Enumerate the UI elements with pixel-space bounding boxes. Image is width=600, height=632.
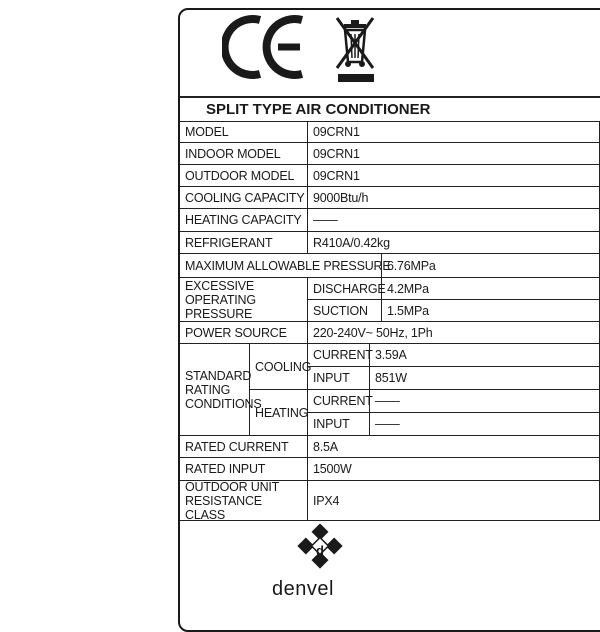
brand-logo-letter: d (316, 543, 324, 558)
cooling-capacity-key: COOLING CAPACITY (180, 187, 308, 209)
discharge-value: 4.2MPa (382, 278, 600, 300)
heating-input-value: —— (370, 413, 600, 436)
resistance-class-value: IPX4 (308, 481, 600, 521)
max-pressure-value: 6.76MPa (382, 254, 600, 278)
brand-name: denvel (272, 578, 334, 600)
suction-label: SUCTION (308, 300, 382, 322)
heating-group-label: HEATING (250, 390, 308, 436)
rated-input-key: RATED INPUT (180, 458, 308, 481)
cooling-capacity-value: 9000Btu/h (308, 187, 600, 209)
indoor-model-value: 09CRN1 (308, 143, 600, 165)
model-value: 09CRN1 (308, 122, 600, 143)
cooling-current-label: CURRENT (308, 344, 370, 367)
heating-capacity-key: HEATING CAPACITY (180, 209, 308, 232)
discharge-label: DISCHARGE (308, 278, 382, 300)
refrigerant-key: REFRIGERANT (180, 232, 308, 254)
cooling-input-value: 851W (370, 367, 600, 390)
heating-current-label: CURRENT (308, 390, 370, 413)
power-source-key: POWER SOURCE (180, 322, 308, 344)
indoor-model-key: INDOOR MODEL (180, 143, 308, 165)
cooling-current-value: 3.59A (370, 344, 600, 367)
suction-value: 1.5MPa (382, 300, 600, 322)
outdoor-model-key: OUTDOOR MODEL (180, 165, 308, 187)
heating-input-label: INPUT (308, 413, 370, 436)
rated-current-value: 8.5A (308, 436, 600, 458)
label-title: SPLIT TYPE AIR CONDITIONER (180, 96, 600, 122)
rated-input-value: 1500W (308, 458, 600, 481)
ce-mark-icon (222, 12, 312, 82)
outdoor-model-value: 09CRN1 (308, 165, 600, 187)
rated-current-key: RATED CURRENT (180, 436, 308, 458)
power-source-value: 220-240V~ 50Hz, 1Ph (308, 322, 600, 344)
refrigerant-value: R410A/0.42kg (308, 232, 600, 254)
cooling-input-label: INPUT (308, 367, 370, 390)
weee-crossed-bin-icon (334, 14, 378, 84)
max-pressure-key: MAXIMUM ALLOWABLE PRESSURE (180, 254, 382, 278)
model-key: MODEL (180, 122, 308, 143)
cooling-group-label: COOLING (250, 344, 308, 390)
standard-rating-key: STANDARD RATING CONDITIONS (180, 344, 250, 436)
resistance-class-key: OUTDOOR UNIT RESISTANCE CLASS (180, 481, 308, 521)
excessive-pressure-key: EXCESSIVE OPERATING PRESSURE (180, 278, 308, 322)
heating-capacity-value: —— (308, 209, 600, 232)
heating-current-value: —— (370, 390, 600, 413)
